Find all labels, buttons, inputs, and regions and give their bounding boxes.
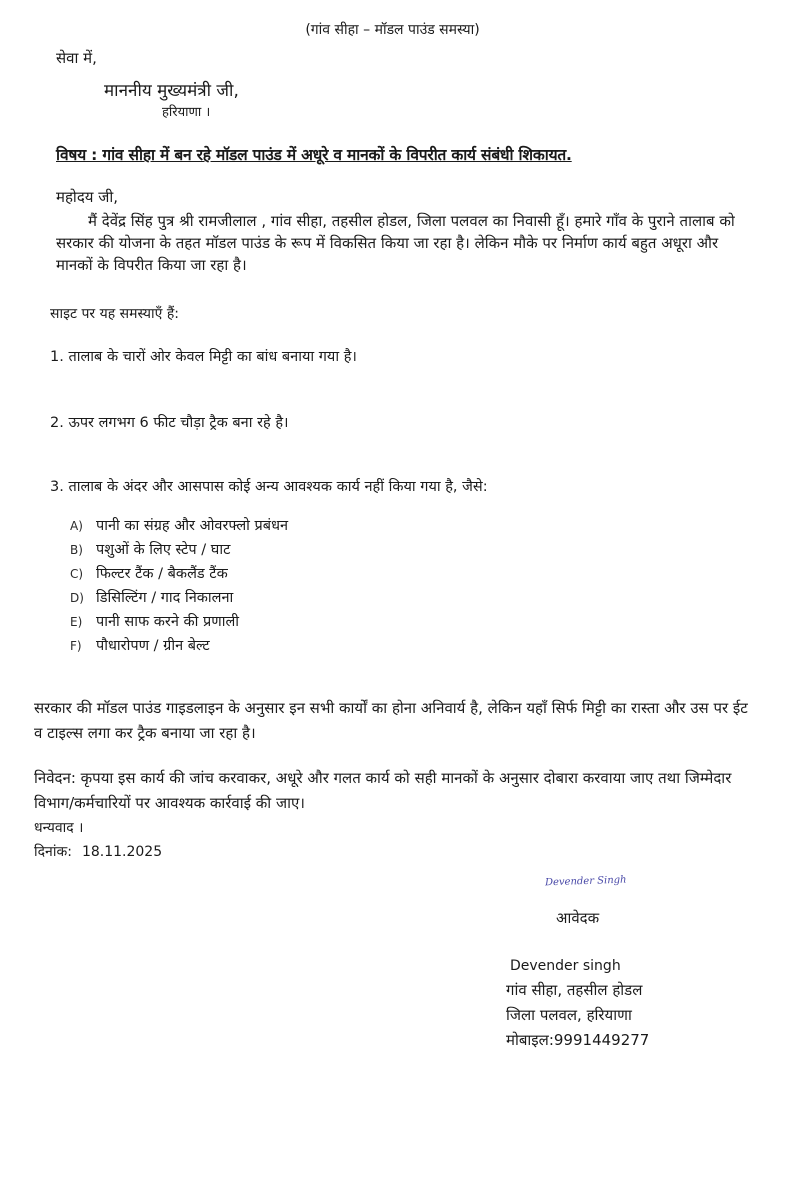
sub-item-text: डिसिल्टिंग / गाद निकालना bbox=[96, 590, 234, 606]
sub-item bbox=[70, 610, 288, 634]
sub-item-letter: F) bbox=[70, 639, 82, 653]
sub-item bbox=[70, 538, 288, 562]
sub-item-text: पानी साफ करने की प्रणाली bbox=[96, 614, 240, 630]
sub-item-letter: A) bbox=[70, 519, 83, 533]
greeting: महोदय जी, bbox=[56, 188, 119, 206]
sub-item-letter: D) bbox=[70, 591, 84, 605]
recipient-state: हरियाणा । bbox=[162, 105, 211, 120]
sub-item-text: फिल्टर टैंक / बैकलैंड टैंक bbox=[96, 566, 228, 582]
subject-line: विषय : गांव सीहा में बन रहे मॉडल पाउंड में अधूरे व मानकों के विपरीत कार्य संबंधी शिकायत. bbox=[56, 146, 572, 164]
handwritten-signature: Devender Singh bbox=[544, 874, 627, 889]
issue-item: 1. तालाब के चारों ओर केवल मिट्टी का बांध बनाया गया है। bbox=[50, 349, 357, 365]
guideline-paragraph: सरकार की मॉडल पाउंड गाइडलाइन के अनुसार इन सभी कार्यों का होना अनिवार्य है, लेकिन यहाँ सिर्फ मिट्टी का रास्ता और उस पर ईट व टाइल्स लगा कर ट्रैक बनाया जा रहा है। bbox=[34, 699, 748, 742]
sub-item bbox=[70, 586, 288, 610]
recipient-title: माननीय मुख्यमंत्री जी, bbox=[104, 81, 239, 101]
request-paragraph: निवेदन: कृपया इस कार्य की जांच करवाकर, अधूरे और गलत कार्य को सही मानकों के अनुसार दोबारा करवाया जाए तथा जिम्मेदार विभाग/कर्मचारियों पर आवश्यक कार्रवाई की जाए। bbox=[34, 769, 732, 812]
date-label: दिनांक: bbox=[34, 844, 72, 860]
applicant-name: Devender singh bbox=[510, 958, 621, 974]
applicant-district: जिला पलवल, हरियाणा bbox=[506, 1006, 632, 1024]
applicant-village: गांव सीहा, तहसील होडल bbox=[506, 981, 643, 999]
date-line bbox=[34, 842, 162, 861]
letter-header: (गांव सीहा – मॉडल पाउंड समस्या) bbox=[305, 22, 480, 38]
issue-item: 2. ऊपर लगभग 6 फीट चौड़ा ट्रैक बना रहे है। bbox=[50, 415, 289, 431]
applicant-label: आवेदक bbox=[556, 909, 600, 927]
body-paragraph bbox=[56, 210, 756, 276]
sub-item-text: पौधारोपण / ग्रीन बेल्ट bbox=[96, 638, 210, 654]
date-value: 18.11.2025 bbox=[81, 844, 163, 860]
issues-heading: साइट पर यह समस्याएँ हैं: bbox=[50, 306, 179, 322]
sub-item-letter: C) bbox=[70, 567, 84, 581]
applicant-mobile: मोबाइल:9991449277 bbox=[506, 1031, 650, 1049]
sub-item-letter: E) bbox=[70, 615, 83, 629]
thanks-line: धन्यवाद । bbox=[34, 820, 84, 836]
salutation-to: सेवा में, bbox=[56, 49, 97, 67]
sub-item-letter: B) bbox=[70, 543, 83, 557]
sub-item-list bbox=[70, 514, 288, 658]
sub-item bbox=[70, 562, 288, 586]
sub-item bbox=[70, 634, 288, 658]
sub-item-text: पानी का संग्रह और ओवरफ्लो प्रबंधन bbox=[96, 518, 289, 534]
issue-item: 3. तालाब के अंदर और आसपास कोई अन्य आवश्यक कार्य नहीं किया गया है, जैसे: bbox=[50, 479, 488, 495]
sub-item-text: पशुओं के लिए स्टेप / घाट bbox=[96, 542, 231, 558]
body-paragraph-text: मैं देवेंद्र सिंह पुत्र श्री रामजीलाल , गांव सीहा, तहसील होडल, जिला पलवल का निवासी हूँ। हमारे गाँव के पुराने तालाब को सरकार की योजना के तहत मॉडल पाउंड के रूप में विकसित किया जा रहा है। लेकिन मौके पर निर्माण कार्य बहुत अधूरा और मानकों के विपरीत किया जा रहा है। bbox=[56, 212, 735, 274]
sub-item bbox=[70, 514, 288, 538]
